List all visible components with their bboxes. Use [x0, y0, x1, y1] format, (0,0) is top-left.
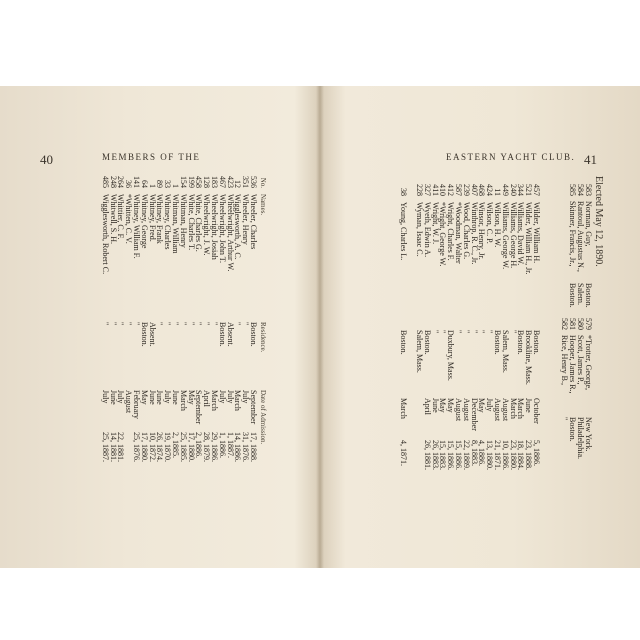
member-residence: "	[116, 322, 126, 326]
member-residence	[407, 330, 415, 398]
member-number: 584	[576, 184, 585, 196]
member-number: 485	[100, 176, 110, 188]
col-date-header: Date of Admission.	[259, 390, 267, 445]
admission-day-year: 15, 1886.	[446, 440, 456, 470]
admission-day-year: 23, 1888.	[524, 440, 534, 470]
right-table-body	[400, 176, 540, 482]
member-number	[407, 176, 415, 202]
elected-right-body	[568, 176, 592, 343]
table-row	[415, 176, 423, 482]
member-residence: "	[171, 322, 181, 326]
member-residence: "	[178, 322, 188, 326]
table-row	[210, 168, 218, 474]
table-row	[109, 168, 117, 474]
member-name: *Trotter, George,	[584, 335, 593, 391]
member-residence: Brookline, Mass.	[524, 330, 534, 385]
member-name: Winsor, Henry, Jr.	[477, 202, 487, 260]
admission-month	[415, 398, 423, 440]
admission-month: June	[147, 390, 157, 405]
member-number: 264	[116, 176, 126, 188]
member-residence: "	[485, 330, 495, 334]
member-name: Norman, Guy,	[584, 201, 593, 247]
table-row	[446, 176, 454, 482]
table-row	[249, 168, 257, 474]
table-row	[218, 168, 226, 474]
member-residence: "	[461, 330, 471, 334]
elected-section	[593, 176, 604, 267]
admission-day-year: 5, 1886.	[532, 440, 541, 466]
admission-month: March	[210, 390, 220, 411]
table-row	[187, 168, 195, 474]
table-row	[509, 176, 517, 482]
member-name: Skinner, Francis, Jr.,	[568, 201, 577, 267]
admission-month: March	[399, 398, 409, 419]
admission-month: September	[249, 390, 258, 425]
admission-month: July	[225, 390, 235, 404]
member-residence: "	[469, 330, 479, 334]
member-residence: "	[202, 322, 212, 326]
member-number: 587	[454, 184, 464, 196]
member-number: 536	[249, 176, 258, 188]
admission-day-year: 2, 1885.	[171, 432, 181, 458]
member-name: Whitney, Frank	[155, 194, 165, 244]
admission-day-year: 31, 1876.	[241, 432, 251, 462]
admission-month: February	[132, 390, 142, 419]
admission-month: April	[422, 398, 432, 415]
member-name: Hooper, James R.,	[568, 335, 577, 394]
member-number: 458	[194, 176, 204, 188]
member-name: Winthrop, R. C., Jr.	[469, 202, 479, 265]
member-number: 141	[132, 176, 142, 188]
member-name: Whitwell, S. H.	[108, 194, 118, 244]
table-row	[524, 176, 532, 482]
member-residence: "	[241, 322, 251, 326]
member-residence: "	[454, 330, 464, 334]
member-residence: Boston.	[568, 417, 577, 442]
member-name: Wright, Charles F.	[446, 202, 456, 261]
admission-day-year: 1, 1886.	[217, 432, 227, 458]
admission-month: May	[186, 390, 196, 405]
member-residence: "	[100, 322, 110, 326]
admission-day-year: 4, 1871.	[399, 440, 409, 466]
admission-day-year: 8, 1883.	[469, 440, 479, 466]
member-name: Wheelwright, Josiah	[210, 194, 220, 260]
col-names-header: Names.	[259, 194, 267, 216]
member-residence: Boston.	[249, 322, 258, 347]
member-number: 585	[568, 184, 577, 196]
member-name: Rice, Henry B.,	[560, 335, 569, 385]
table-row	[462, 176, 470, 482]
table-row	[163, 168, 171, 474]
member-residence: Boston.	[139, 322, 149, 347]
member-name: Williams, George H.	[508, 202, 518, 269]
col-residence-header: Residence.	[259, 322, 267, 353]
member-number: 423	[225, 176, 235, 188]
admission-month: July	[100, 390, 110, 404]
table-row	[132, 168, 140, 474]
table-row	[400, 176, 408, 482]
table-row	[234, 168, 242, 474]
member-number: 449	[500, 184, 510, 196]
admission-month: July	[163, 390, 173, 404]
table-row	[117, 168, 125, 474]
member-name: Wright, W. J.	[430, 202, 440, 245]
table-row	[226, 168, 234, 474]
table-row	[470, 176, 478, 482]
member-name: Whitman, Henry	[178, 194, 188, 248]
admission-day-year: 15, 1886.	[454, 440, 464, 470]
elected-title: Elected May 12, 1890.	[593, 176, 604, 267]
member-number: 327	[422, 184, 432, 196]
table-row	[124, 168, 132, 474]
admission-month: March	[508, 398, 518, 419]
admission-day-year: 4, 1886.	[477, 440, 487, 466]
admission-month: June	[171, 390, 181, 405]
member-name: Wood, Charles G.	[461, 202, 471, 260]
member-residence: "	[560, 417, 569, 421]
member-residence: "	[132, 322, 142, 326]
table-row	[532, 176, 540, 482]
admission-month: October	[532, 398, 541, 424]
admission-month: June	[108, 390, 118, 405]
table-row	[179, 168, 187, 474]
member-number: 64	[139, 180, 149, 188]
member-name: Wigglesworth, Robert C.	[100, 194, 110, 275]
member-name: Young, Charles L.	[399, 202, 409, 261]
book-gutter	[316, 86, 324, 568]
member-name: Wilder, William H., Jr.	[524, 202, 534, 275]
left-column-headers	[257, 168, 268, 474]
admission-month: August	[454, 398, 464, 422]
admission-month: May	[438, 398, 448, 413]
admission-day-year: 14, 1881.	[108, 432, 118, 462]
member-number: 424	[485, 184, 495, 196]
member-name: Wigglesworth, A. C.	[233, 194, 243, 260]
table-row	[407, 176, 415, 482]
member-name: Wyeth, Edwin A.	[422, 202, 432, 258]
member-residence: Salem, Mass.	[415, 330, 425, 373]
table-row	[195, 168, 203, 474]
member-name: Whitman, William	[171, 194, 181, 254]
admission-day-year: 14, 1886.	[233, 432, 243, 462]
member-number: 1	[171, 184, 181, 188]
table-row	[501, 176, 509, 482]
admission-day-year: 26, 1874.	[155, 432, 165, 462]
member-name: Wheelwright, John T.	[217, 194, 227, 264]
member-residence: Boston.	[422, 330, 432, 355]
admission-day-year: 19, 1870.	[163, 432, 173, 462]
admission-month: July	[241, 390, 251, 404]
admission-day-year: 10, 1872.	[147, 432, 157, 462]
member-number: 154	[178, 176, 188, 188]
member-name: Williams, David W.	[516, 202, 526, 266]
admission-day-year: 25, 1885.	[178, 432, 188, 462]
member-number: 128	[202, 176, 212, 188]
member-number: 410	[438, 184, 448, 196]
admission-month: August	[461, 398, 471, 422]
table-row	[478, 176, 486, 482]
member-residence: "	[124, 322, 134, 326]
table-row	[423, 176, 431, 482]
member-name: Scott, James P.,	[576, 335, 585, 385]
member-residence: "	[508, 330, 518, 334]
member-number: 457	[532, 184, 541, 196]
admission-month: July	[485, 398, 495, 412]
member-residence: Absent.	[225, 322, 235, 347]
member-name: *Wright, George W.	[438, 202, 448, 267]
member-number: 582	[560, 318, 569, 330]
left-page-header: MEMBERS OF THE	[102, 152, 201, 162]
table-row	[156, 168, 164, 474]
admission-month: August	[500, 398, 510, 422]
admission-day-year	[124, 432, 132, 474]
table-row	[171, 168, 179, 474]
list-item	[576, 176, 584, 343]
member-residence: "	[186, 322, 196, 326]
member-residence: Salem, Mass.	[500, 330, 510, 373]
member-residence: "	[477, 330, 487, 334]
member-number: 239	[461, 184, 471, 196]
member-residence: New York.	[584, 417, 593, 452]
admission-day-year: 21, 1871.	[493, 440, 503, 470]
admission-day-year: 29, 1886.	[210, 432, 220, 462]
table-row	[202, 168, 210, 474]
member-name: Wheelwright, J. W.	[202, 194, 212, 256]
member-name: Wilson, C. P.	[485, 202, 495, 244]
member-number: 38	[399, 188, 409, 196]
admission-day-year: 26, 1883.	[430, 440, 440, 470]
admission-month	[407, 398, 415, 440]
admission-day-year: 17, 1888.	[249, 432, 258, 462]
member-residence: "	[430, 330, 440, 334]
member-residence: "	[108, 322, 118, 326]
admission-month: April	[202, 390, 212, 407]
admission-month: May	[477, 398, 487, 413]
member-number: 89	[155, 180, 165, 188]
member-name: Whittier, C. F.	[116, 194, 126, 240]
member-number: 580	[576, 318, 585, 330]
admission-month: May	[139, 390, 149, 405]
admission-day-year	[415, 440, 423, 482]
table-row	[431, 176, 439, 482]
member-number: 12	[233, 180, 243, 188]
admission-day-year: 28, 1879.	[202, 432, 212, 462]
admission-day-year: 23, 1880.	[508, 440, 518, 470]
member-number: 11	[493, 188, 503, 196]
admission-day-year: 22, 1881.	[116, 432, 126, 462]
member-residence: Salem.	[576, 283, 585, 305]
member-residence: Boston.	[217, 322, 227, 347]
table-row	[517, 176, 525, 482]
member-number: 183	[210, 176, 220, 188]
admission-day-year: 1, 1887.	[225, 432, 235, 458]
admission-month: August	[493, 398, 503, 422]
admission-month: September	[194, 390, 204, 425]
elected-list-right	[568, 176, 592, 343]
member-residence: Boston.	[516, 330, 526, 355]
member-residence: Duxbury, Mass.	[446, 330, 456, 381]
member-residence: Boston.	[532, 330, 541, 355]
member-name: Whitney, Fred.	[147, 194, 157, 242]
member-number: 240	[508, 184, 518, 196]
member-number: 407	[469, 184, 479, 196]
admission-month: December	[469, 398, 479, 431]
member-number: 581	[568, 318, 577, 330]
member-name	[407, 202, 415, 330]
admission-month: March	[233, 390, 243, 411]
member-number: 33	[163, 180, 173, 188]
member-residence: "	[163, 322, 173, 326]
member-number: 36	[124, 180, 134, 188]
member-residence: "	[155, 322, 165, 326]
table-row	[454, 176, 462, 482]
admission-day-year: 13, 1880.	[485, 440, 495, 470]
admission-month: June	[155, 390, 165, 405]
member-name: Rantoul, Augustus N.,	[576, 201, 585, 272]
admission-day-year: 2, 1886.	[194, 432, 204, 458]
member-name: Wheeler, Charles	[249, 194, 258, 250]
member-name: White, Charles T.	[186, 194, 196, 251]
admission-day-year: 25, 1876.	[132, 432, 142, 462]
member-residence: Absent.	[147, 322, 157, 347]
member-name: *Whitten, C. V.	[124, 194, 134, 244]
member-number: 521	[524, 184, 534, 196]
list-item	[584, 176, 592, 343]
admission-month: May	[446, 398, 456, 413]
member-name: Whitney, George	[139, 194, 149, 249]
admission-month: March	[178, 390, 188, 411]
member-residence: Boston.	[584, 283, 593, 308]
table-row	[493, 176, 501, 482]
member-name: *Woodman, Walter	[454, 202, 464, 264]
member-residence: Boston.	[493, 330, 503, 355]
member-number: 412	[446, 184, 456, 196]
admission-day-year: 25, 1887.	[100, 432, 110, 462]
member-residence: Boston.	[399, 330, 409, 355]
admission-month: August	[124, 390, 134, 414]
member-name: Wilson, H. W.	[493, 202, 503, 248]
admission-day-year: 22, 1889.	[461, 440, 471, 470]
member-number: 199	[186, 176, 196, 188]
member-number: 228	[415, 184, 425, 196]
member-residence: "	[438, 330, 448, 334]
table-row	[439, 176, 447, 482]
right-member-table	[400, 176, 540, 482]
admission-day-year: 10, 1886.	[500, 440, 510, 470]
left-member-table	[101, 168, 268, 474]
table-row	[241, 168, 249, 474]
admission-month: June	[524, 398, 534, 413]
admission-month: June	[430, 398, 440, 413]
member-number: 411	[430, 184, 440, 196]
admission-day-year: 18, 1884.	[516, 440, 526, 470]
table-row	[101, 168, 109, 474]
right-page-header: EASTERN YACHT CLUB.	[446, 152, 576, 162]
member-residence: "	[194, 322, 204, 326]
member-number: 583	[584, 184, 593, 196]
left-page-number: 40	[40, 152, 53, 167]
member-number: 1	[147, 184, 157, 188]
list-item	[560, 310, 568, 477]
member-name: Wilder, William H.	[532, 202, 541, 264]
left-table-body	[101, 168, 257, 474]
member-number: 344	[516, 184, 526, 196]
admission-day-year: 17, 1880.	[186, 432, 196, 462]
member-residence: Philadelphia.	[576, 417, 585, 459]
admission-month: July	[116, 390, 126, 404]
member-residence: "	[210, 322, 220, 326]
member-name: Wheeler, Henry	[241, 194, 251, 245]
admission-day-year: 17, 1880.	[139, 432, 149, 462]
member-name: Whitney, Charles	[163, 194, 173, 250]
table-row	[485, 176, 493, 482]
member-residence: Boston.	[568, 283, 577, 308]
member-name: Whitney, William F.	[132, 194, 142, 259]
member-number: 468	[477, 184, 487, 196]
admission-day-year	[407, 440, 415, 482]
admission-month: July	[217, 390, 227, 404]
table-row	[140, 168, 148, 474]
member-number: 579	[584, 318, 593, 330]
right-page-number: 41	[584, 152, 597, 167]
member-name: Williams, George W.	[500, 202, 510, 270]
member-name: Wyman, Isaac C.	[415, 202, 425, 257]
admission-day-year: 26, 1881.	[422, 440, 432, 470]
member-residence: "	[233, 322, 243, 326]
member-number: 248	[108, 176, 118, 188]
member-name: Wheelwright, Arthur W.	[225, 194, 235, 272]
admission-day-year: 15, 1883.	[438, 440, 448, 470]
col-no-header: No.	[259, 177, 267, 188]
member-number: 351	[241, 176, 251, 188]
member-name: White, Charles G.	[194, 194, 204, 252]
admission-month: March	[516, 398, 526, 419]
list-item	[568, 176, 576, 343]
member-number: 467	[217, 176, 227, 188]
table-row	[148, 168, 156, 474]
